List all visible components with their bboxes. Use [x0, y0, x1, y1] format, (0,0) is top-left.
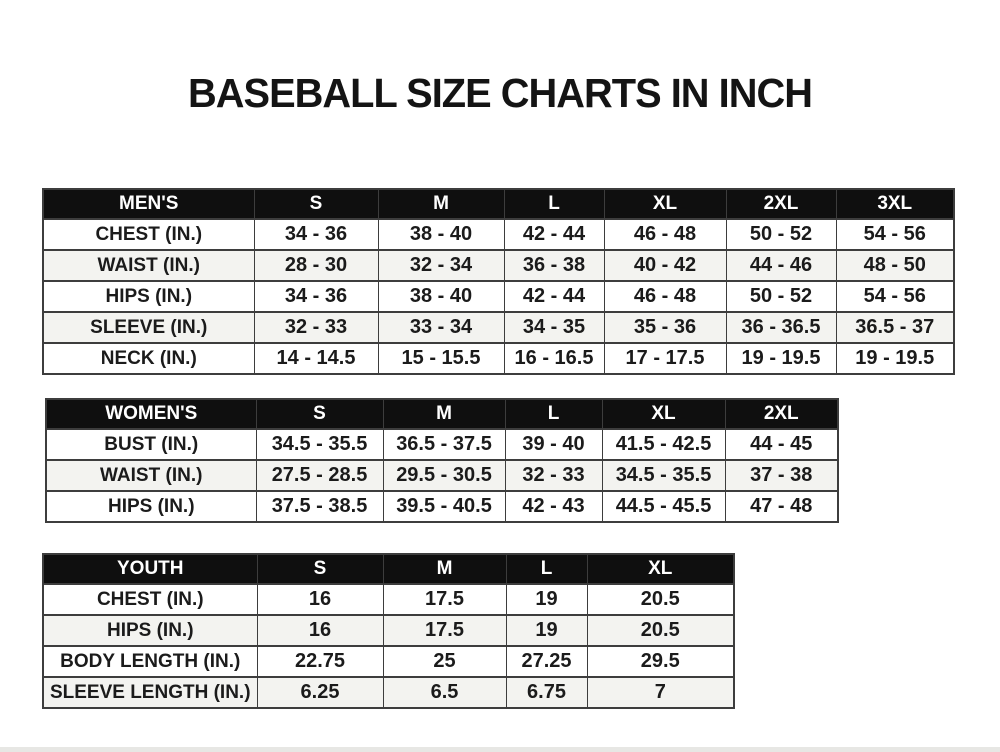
value-cell: 27.25 — [506, 646, 587, 677]
row-label-cell: BODY LENGTH (IN.) — [43, 646, 257, 677]
value-cell: 34 - 35 — [504, 312, 604, 343]
value-cell: 54 - 56 — [836, 219, 954, 250]
value-cell: 17 - 17.5 — [604, 343, 726, 374]
value-cell: 44 - 45 — [725, 429, 838, 460]
value-cell: 35 - 36 — [604, 312, 726, 343]
row-label-cell: CHEST (IN.) — [43, 584, 257, 615]
group-header-cell: MEN'S — [43, 189, 254, 219]
value-cell: 17.5 — [383, 615, 506, 646]
group-header-cell: YOUTH — [43, 554, 257, 584]
value-cell: 54 - 56 — [836, 281, 954, 312]
table-row — [43, 281, 954, 312]
value-cell: 29.5 — [587, 646, 734, 677]
value-cell: 50 - 52 — [726, 281, 836, 312]
value-cell: 36 - 36.5 — [726, 312, 836, 343]
youth-size-table — [42, 553, 735, 709]
value-cell: 39 - 40 — [505, 429, 602, 460]
value-cell: 28 - 30 — [254, 250, 378, 281]
header-row — [43, 554, 734, 584]
value-cell: 37.5 - 38.5 — [256, 491, 383, 522]
value-cell: 33 - 34 — [378, 312, 504, 343]
group-header-cell: WOMEN'S — [46, 399, 256, 429]
row-label-cell: SLEEVE LENGTH (IN.) — [43, 677, 257, 708]
row-label-cell: WAIST (IN.) — [46, 460, 256, 491]
value-cell: 16 - 16.5 — [504, 343, 604, 374]
size-header-cell: XL — [604, 189, 726, 219]
page-title: BASEBALL SIZE CHARTS IN INCH — [188, 70, 812, 116]
table-row — [43, 343, 954, 374]
value-cell: 41.5 - 42.5 — [602, 429, 725, 460]
size-header-cell: S — [254, 189, 378, 219]
value-cell: 39.5 - 40.5 — [383, 491, 505, 522]
page-bottom-strip — [0, 747, 1000, 752]
value-cell: 14 - 14.5 — [254, 343, 378, 374]
value-cell: 44.5 - 45.5 — [602, 491, 725, 522]
table-row — [43, 312, 954, 343]
value-cell: 46 - 48 — [604, 281, 726, 312]
value-cell: 20.5 — [587, 615, 734, 646]
value-cell: 15 - 15.5 — [378, 343, 504, 374]
table-row — [43, 250, 954, 281]
size-header-cell: 2XL — [725, 399, 838, 429]
value-cell: 19 - 19.5 — [836, 343, 954, 374]
size-header-cell: S — [256, 399, 383, 429]
size-header-cell: M — [383, 554, 506, 584]
size-header-cell: XL — [602, 399, 725, 429]
value-cell: 34.5 - 35.5 — [602, 460, 725, 491]
table-row — [43, 615, 734, 646]
table-row — [43, 219, 954, 250]
row-label-cell: BUST (IN.) — [46, 429, 256, 460]
value-cell: 6.75 — [506, 677, 587, 708]
table-row — [46, 460, 838, 491]
table-row — [43, 677, 734, 708]
row-label-cell: WAIST (IN.) — [43, 250, 254, 281]
value-cell: 36.5 - 37.5 — [383, 429, 505, 460]
value-cell: 47 - 48 — [725, 491, 838, 522]
size-header-cell: L — [506, 554, 587, 584]
row-label-cell: HIPS (IN.) — [46, 491, 256, 522]
size-header-cell: XL — [587, 554, 734, 584]
value-cell: 27.5 - 28.5 — [256, 460, 383, 491]
row-label-cell: SLEEVE (IN.) — [43, 312, 254, 343]
womens-size-table — [45, 398, 839, 523]
table-row — [46, 429, 838, 460]
value-cell: 17.5 — [383, 584, 506, 615]
value-cell: 44 - 46 — [726, 250, 836, 281]
value-cell: 38 - 40 — [378, 281, 504, 312]
table-row — [43, 584, 734, 615]
value-cell: 6.5 — [383, 677, 506, 708]
value-cell: 46 - 48 — [604, 219, 726, 250]
size-header-cell: M — [378, 189, 504, 219]
value-cell: 34.5 - 35.5 — [256, 429, 383, 460]
value-cell: 34 - 36 — [254, 219, 378, 250]
value-cell: 36.5 - 37 — [836, 312, 954, 343]
value-cell: 25 — [383, 646, 506, 677]
value-cell: 36 - 38 — [504, 250, 604, 281]
value-cell: 37 - 38 — [725, 460, 838, 491]
value-cell: 32 - 34 — [378, 250, 504, 281]
size-header-cell: L — [504, 189, 604, 219]
value-cell: 42 - 43 — [505, 491, 602, 522]
row-label-cell: HIPS (IN.) — [43, 281, 254, 312]
row-label-cell: NECK (IN.) — [43, 343, 254, 374]
size-header-cell: 2XL — [726, 189, 836, 219]
value-cell: 34 - 36 — [254, 281, 378, 312]
value-cell: 22.75 — [257, 646, 383, 677]
value-cell: 6.25 — [257, 677, 383, 708]
size-header-cell: M — [383, 399, 505, 429]
value-cell: 16 — [257, 615, 383, 646]
row-label-cell: HIPS (IN.) — [43, 615, 257, 646]
value-cell: 16 — [257, 584, 383, 615]
value-cell: 29.5 - 30.5 — [383, 460, 505, 491]
size-header-cell: L — [505, 399, 602, 429]
value-cell: 42 - 44 — [504, 219, 604, 250]
value-cell: 19 — [506, 584, 587, 615]
value-cell: 20.5 — [587, 584, 734, 615]
size-header-cell: S — [257, 554, 383, 584]
table-row — [46, 491, 838, 522]
value-cell: 48 - 50 — [836, 250, 954, 281]
value-cell: 32 - 33 — [254, 312, 378, 343]
table-row — [43, 646, 734, 677]
header-row — [43, 189, 954, 219]
value-cell: 42 - 44 — [504, 281, 604, 312]
value-cell: 7 — [587, 677, 734, 708]
value-cell: 32 - 33 — [505, 460, 602, 491]
value-cell: 19 — [506, 615, 587, 646]
value-cell: 38 - 40 — [378, 219, 504, 250]
row-label-cell: CHEST (IN.) — [43, 219, 254, 250]
header-row — [46, 399, 838, 429]
size-header-cell: 3XL — [836, 189, 954, 219]
value-cell: 19 - 19.5 — [726, 343, 836, 374]
value-cell: 50 - 52 — [726, 219, 836, 250]
mens-size-table — [42, 188, 955, 375]
value-cell: 40 - 42 — [604, 250, 726, 281]
